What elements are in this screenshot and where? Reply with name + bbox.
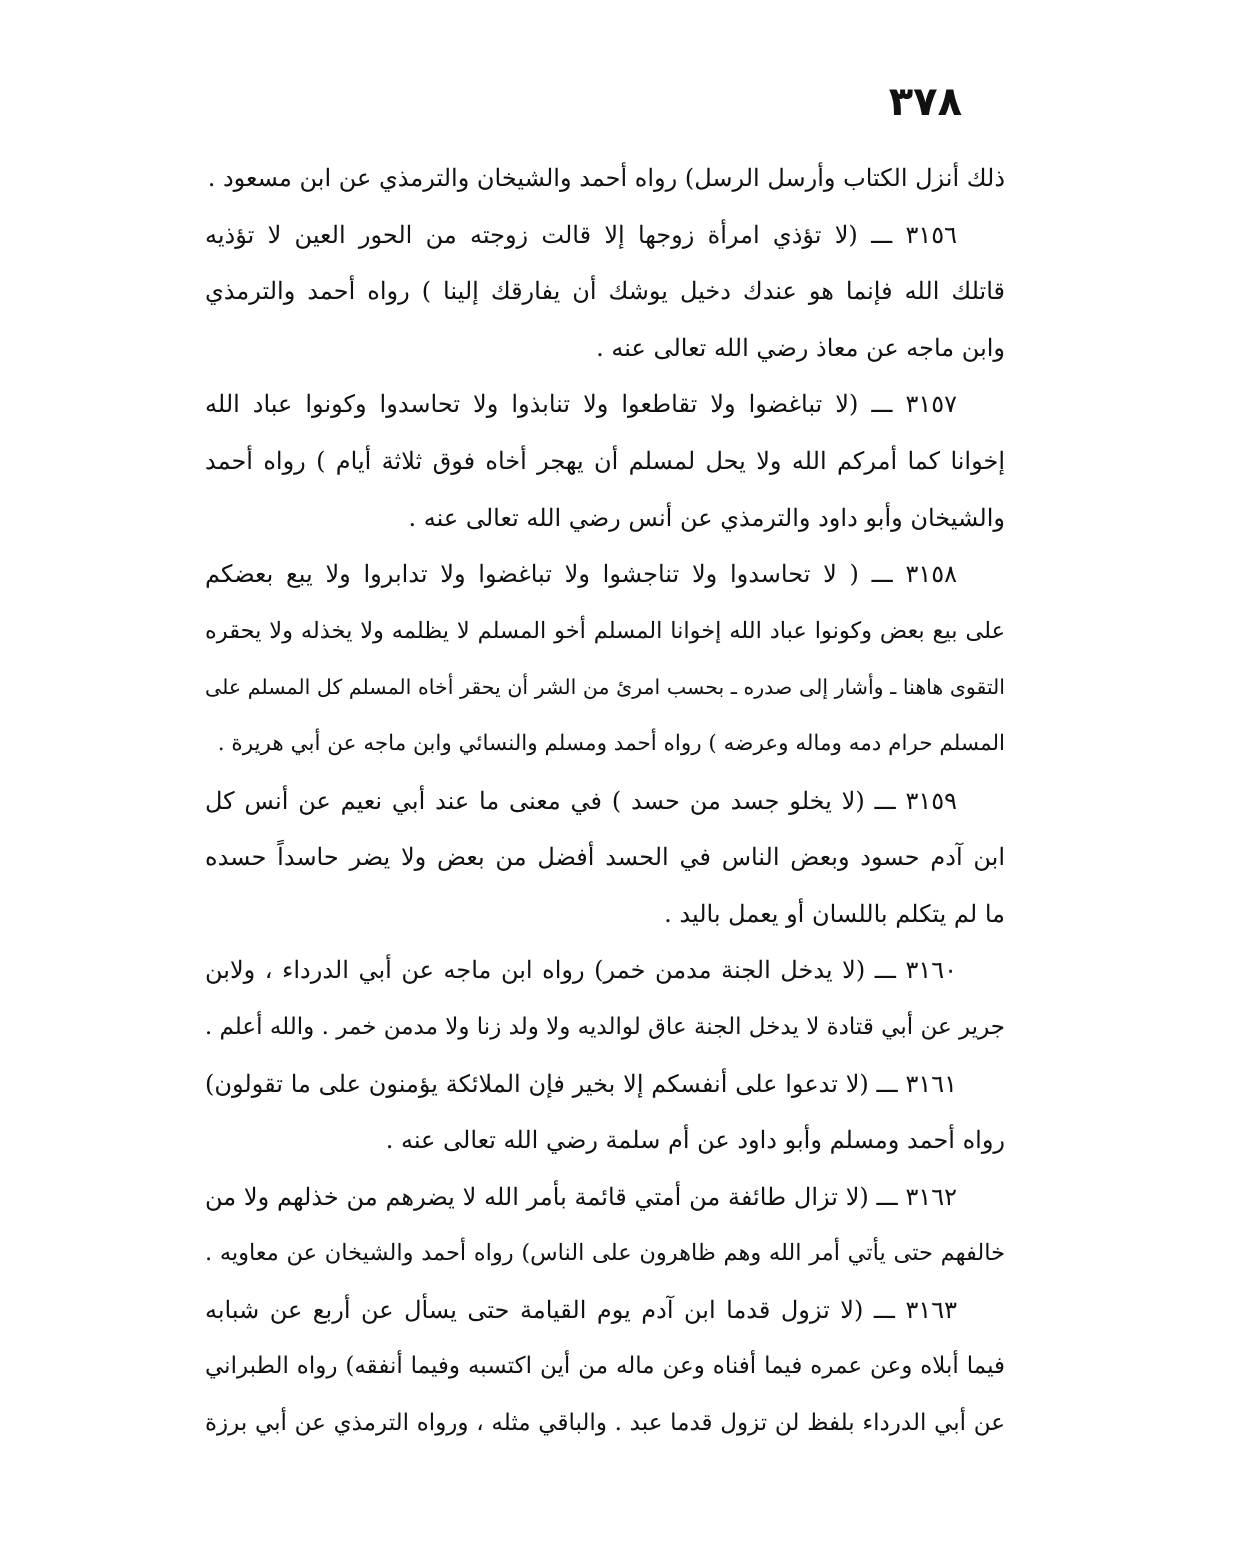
text-line: على بيع بعض وكونوا عباد الله إخوانا المسلم أخو المسلم لا يظلمه ولا يخذله ولا يحقره (205, 617, 1005, 644)
text-line: المسلم حرام دمه وماله وعرضه ) رواه أحمد ومسلم والنسائي وابن ماجه عن أبي هريرة . (217, 730, 1005, 756)
text-line: التقوى هاهنا ـ وأشار إلى صدره ـ بحسب امرئ من الشر أن يحقر أخاه المسلم كل المسلم على (205, 675, 1005, 700)
text-line: وابن ماجه عن معاذ رضي الله تعالى عنه . (596, 333, 1005, 362)
text-line: ذلك أنزل الكتاب وأرسل الرسل) رواه أحمد والشيخان والترمذي عن ابن مسعود . (207, 164, 1005, 192)
text-line: رواه أحمد ومسلم وأبو داود عن أم سلمة رضي الله تعالى عنه . (385, 1126, 1005, 1155)
hadith-start-line: ٣١٥٩ ـــ (لا يخلو جسد من حسد ) في معنى ما عند أبي نعيم عن أنس كل (205, 786, 957, 815)
text-body (205, 150, 1005, 1452)
hadith-start-line: ٣١٦٣ ـــ (لا تزول قدما ابن آدم يوم القيامة حتى يسأل عن أربع عن شبابه (205, 1295, 957, 1324)
text-line: إخوانا كما أمركم الله ولا يحل لمسلم أن يهجر أخاه فوق ثلاثة أيام ) رواه أحمد (205, 446, 1005, 475)
page-number: ٣٧٨ (888, 79, 962, 125)
text-line: جرير عن أبي قتادة لا يدخل الجنة عاق لوالديه ولا ولد زنا ولا مدمن خمر . والله أعلم . (205, 1013, 1005, 1040)
hadith-start-line: ٣١٦٠ ـــ (لا يدخل الجنة مدمن خمر) رواه ابن ماجه عن أبي الدرداء ، ولابن (205, 956, 957, 985)
text-line: عن أبي الدرداء بلفظ لن تزول قدما عبد . والباقي مثله ، ورواه الترمذي عن أبي برزة (205, 1410, 1005, 1437)
hadith-start-line: ٣١٦٢ ـــ (لا تزال طائفة من أمتي قائمة بأمر الله لا يضرهم من خذلهم ولا من (205, 1182, 957, 1211)
text-line: ما لم يتكلم باللسان أو يعمل باليد . (664, 899, 1005, 928)
text-line: والشيخان وأبو داود والترمذي عن أنس رضي الله تعالى عنه . (408, 503, 1005, 532)
hadith-start-line: ٣١٥٨ ـــ ( لا تحاسدوا ولا تناجشوا ولا تباغضوا ولا تدابروا ولا يبع بعضكم (205, 560, 957, 589)
hadith-start-line: ٣١٥٦ ـــ (لا تؤذي امرأة زوجها إلا قالت زوجته من الحور العين لا تؤذيه (205, 220, 957, 249)
text-line: قاتلك الله فإنما هو عندك دخيل يوشك أن يفارقك إلينا ) رواه أحمد والترمذي (205, 277, 1005, 306)
text-line: فيما أبلاه وعن عمره فيما أفناه وعن ماله من أين اكتسبه وفيما أنفقه) رواه الطبراني (205, 1353, 1005, 1380)
hadith-start-line: ٣١٥٧ ـــ (لا تباغضوا ولا تقاطعوا ولا تنابذوا ولا تحاسدوا وكونوا عباد الله (205, 390, 957, 419)
hadith-start-line: ٣١٦١ ـــ (لا تدعوا على أنفسكم إلا بخير فإن الملائكة يؤمنون على ما تقولون) (205, 1069, 957, 1098)
text-line: ابن آدم حسود وبعض الناس في الحسد أفضل من بعض ولا يضر حاسداً حسده (205, 843, 1005, 872)
text-line: خالفهم حتى يأتي أمر الله وهم ظاهرون على الناس) رواه أحمد والشيخان عن معاويه . (205, 1240, 1005, 1267)
